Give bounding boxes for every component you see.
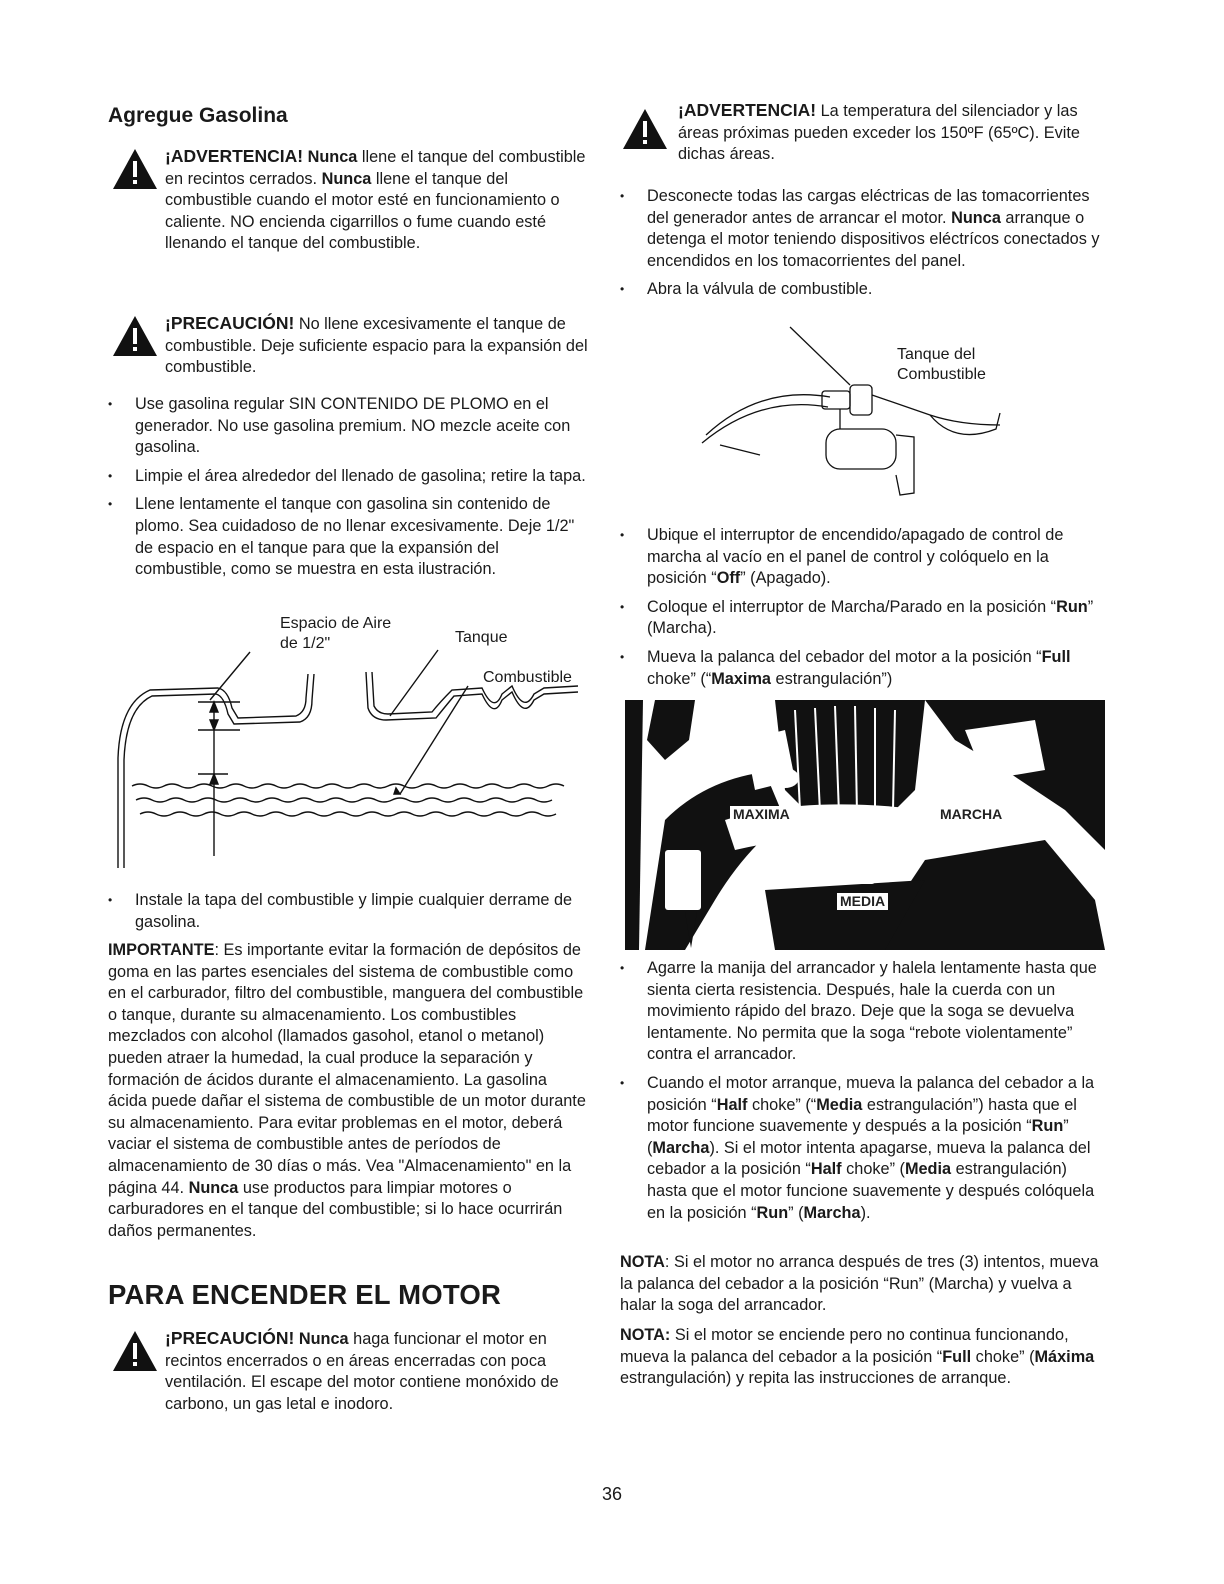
fuel-tank-diagram (110, 608, 595, 870)
caution-block-exhaust (112, 1328, 592, 1428)
starting-steps-list (620, 958, 1110, 1231)
list-item: • Limpie el área alrededor del llenado de gasolina; retire la tapa. (108, 466, 588, 488)
fuel-label: Combustible (483, 669, 572, 686)
list-item: • Desconecte todas las cargas eléctricas de las tomacorrientes del generador antes de arrancar el motor. Nunca arranque o detenga el motor teniendo dispositivos eléctrícos conectados y encendidos en los tomacorrientes del panel. (620, 186, 1110, 272)
warning-triangle-icon (112, 315, 158, 357)
fuel-cap-list (108, 890, 588, 940)
section-heading-add-fuel: Agregue Gasolina (108, 104, 288, 127)
air-space-label: Espacio de Aire de 1/2" (280, 615, 392, 652)
warning-text: ¡ADVERTENCIA! Nunca llene el tanque del combustible en recintos cerrados. Nunca llene el tanque del combustible cuando el motor esté en funcionamiento o caliente. NO encienda cigarrillos o fume cuando esté llenando el tanque del combustible. (165, 146, 586, 253)
fuel-valve-diagram (700, 325, 1020, 500)
maxima-label: MAXIMA (730, 806, 793, 823)
list-item: • Instale la tapa del combustible y limpie cualquier derrame de gasolina. (108, 890, 588, 933)
warning-triangle-icon (112, 1330, 158, 1372)
start-prep-list (620, 186, 1110, 308)
caution-block-overfill (112, 313, 592, 383)
warning-block-muffler (622, 100, 1112, 175)
note-no-start: NOTA: Si el motor no arranca después de tres (3) intentos, mueva la palanca del cebador a la posición “Run” (Marcha) y vuelva a halar la soga del arrancador. (620, 1253, 1099, 1315)
control-settings-list (620, 525, 1110, 697)
important-note: IMPORTANTE: Es importante evitar la formación de depósitos de goma en las partes esenciales del sistema de combustible como en el carburador, filtro del combustible, manguera del combustible o tanque, durante su almacenamiento. Los combustibles mezclados con alcohol (llamados gasohol, etanol o metanol) pueden atraer la humedad, la cual produce la separación y formación de ácidos durante el almacenamiento. La gasolina ácida puede dañar el sistema de combustible de un motor durante su almacenamiento. Para evitar problemas en el motor, deberá vaciar el sistema de combustible antes de períodos de almacenamiento de 30 días o más. Vea "Almacenamiento" en la página 44. Nunca use productos para limpiar motores o carburadores en el tanque del combustible; si lo hace ocurrirán daños permanentes. (108, 941, 586, 1240)
tank-label: Tanque (455, 629, 508, 646)
warning-triangle-icon (622, 108, 668, 150)
list-item: • Abra la válvula de combustible. (620, 279, 1110, 301)
warning-text: ¡ADVERTENCIA! La temperatura del silenciador y las áreas próximas pueden exceder los 150ºF (65ºC). Evite dichas áreas. (678, 100, 1080, 164)
list-item: • Mueva la palanca del cebador del motor a la posición “Full choke” (“Maxima estrangulación”) (620, 647, 1110, 690)
fuel-tank-label: Tanque del Combustible (897, 346, 986, 383)
list-item: • Agarre la manija del arrancador y halela lentamente hasta que sienta cierta resistencia. Después, hale la cuerda con un movimiento rápido del brazo. Deje que la soga se devuelva lentamente. No permita que la soga “rebote violentamente” contra el arrancador. (620, 958, 1110, 1066)
list-item: • Ubique el interruptor de encendido/apagado de control de marcha al vacío en el panel de control y colóquelo en la posición “Off” (Apagado). (620, 525, 1110, 590)
warning-triangle-icon (112, 148, 158, 190)
fuel-instructions-list (108, 394, 588, 588)
warning-block-fuel (112, 146, 592, 296)
media-label: MEDIA (837, 893, 888, 910)
choke-lever-photo (625, 700, 1105, 950)
page-number: 36 (601, 1484, 623, 1504)
list-item: • Use gasolina regular SIN CONTENIDO DE PLOMO en el generador. No use gasolina premium. NO mezcle aceite con gasolina. (108, 394, 588, 459)
note-stalls: NOTA: Si el motor se enciende pero no continua funcionando, mueva la palanca del cebador a la posición “Full choke” (Máxima estrangulación) y repita las instrucciones de arranque. (620, 1326, 1095, 1388)
marcha-label: MARCHA (937, 806, 1005, 823)
caution-text: ¡PRECAUCIÓN! Nunca haga funcionar el motor en recintos encerrados o en áreas encerradas con poca ventilación. El escape del motor contiene monóxido de carbono, un gas letal e inodoro. (165, 1328, 559, 1413)
section-title-start-engine: PARA ENCENDER EL MOTOR (108, 1279, 501, 1310)
caution-text: ¡PRECAUCIÓN! No llene excesivamente el tanque de combustible. Deje suficiente espacio para la expansión del combustible. (165, 313, 588, 377)
list-item: • Llene lentamente el tanque con gasolina sin contenido de plomo. Sea cuidadoso de no llenar excesivamente. Deje 1/2" de espacio en el tanque para que la expansión del combustible, como se muestra en esta ilustración. (108, 494, 588, 580)
list-item: • Coloque el interruptor de Marcha/Parado en la posición “Run” (Marcha). (620, 597, 1110, 640)
list-item: • Cuando el motor arranque, mueva la palanca del cebador a la posición “Half choke” (“Media estrangulación”) hasta que el motor funcione suavemente y después a la posición “Run” (Marcha). Si el motor intenta apagarse, mueva la palanca del cebador a la posición “Half choke” (Media estrangulación) hasta que el motor funcione suavemente y después colóquela en la posición “Run” (Marcha). (620, 1073, 1110, 1224)
